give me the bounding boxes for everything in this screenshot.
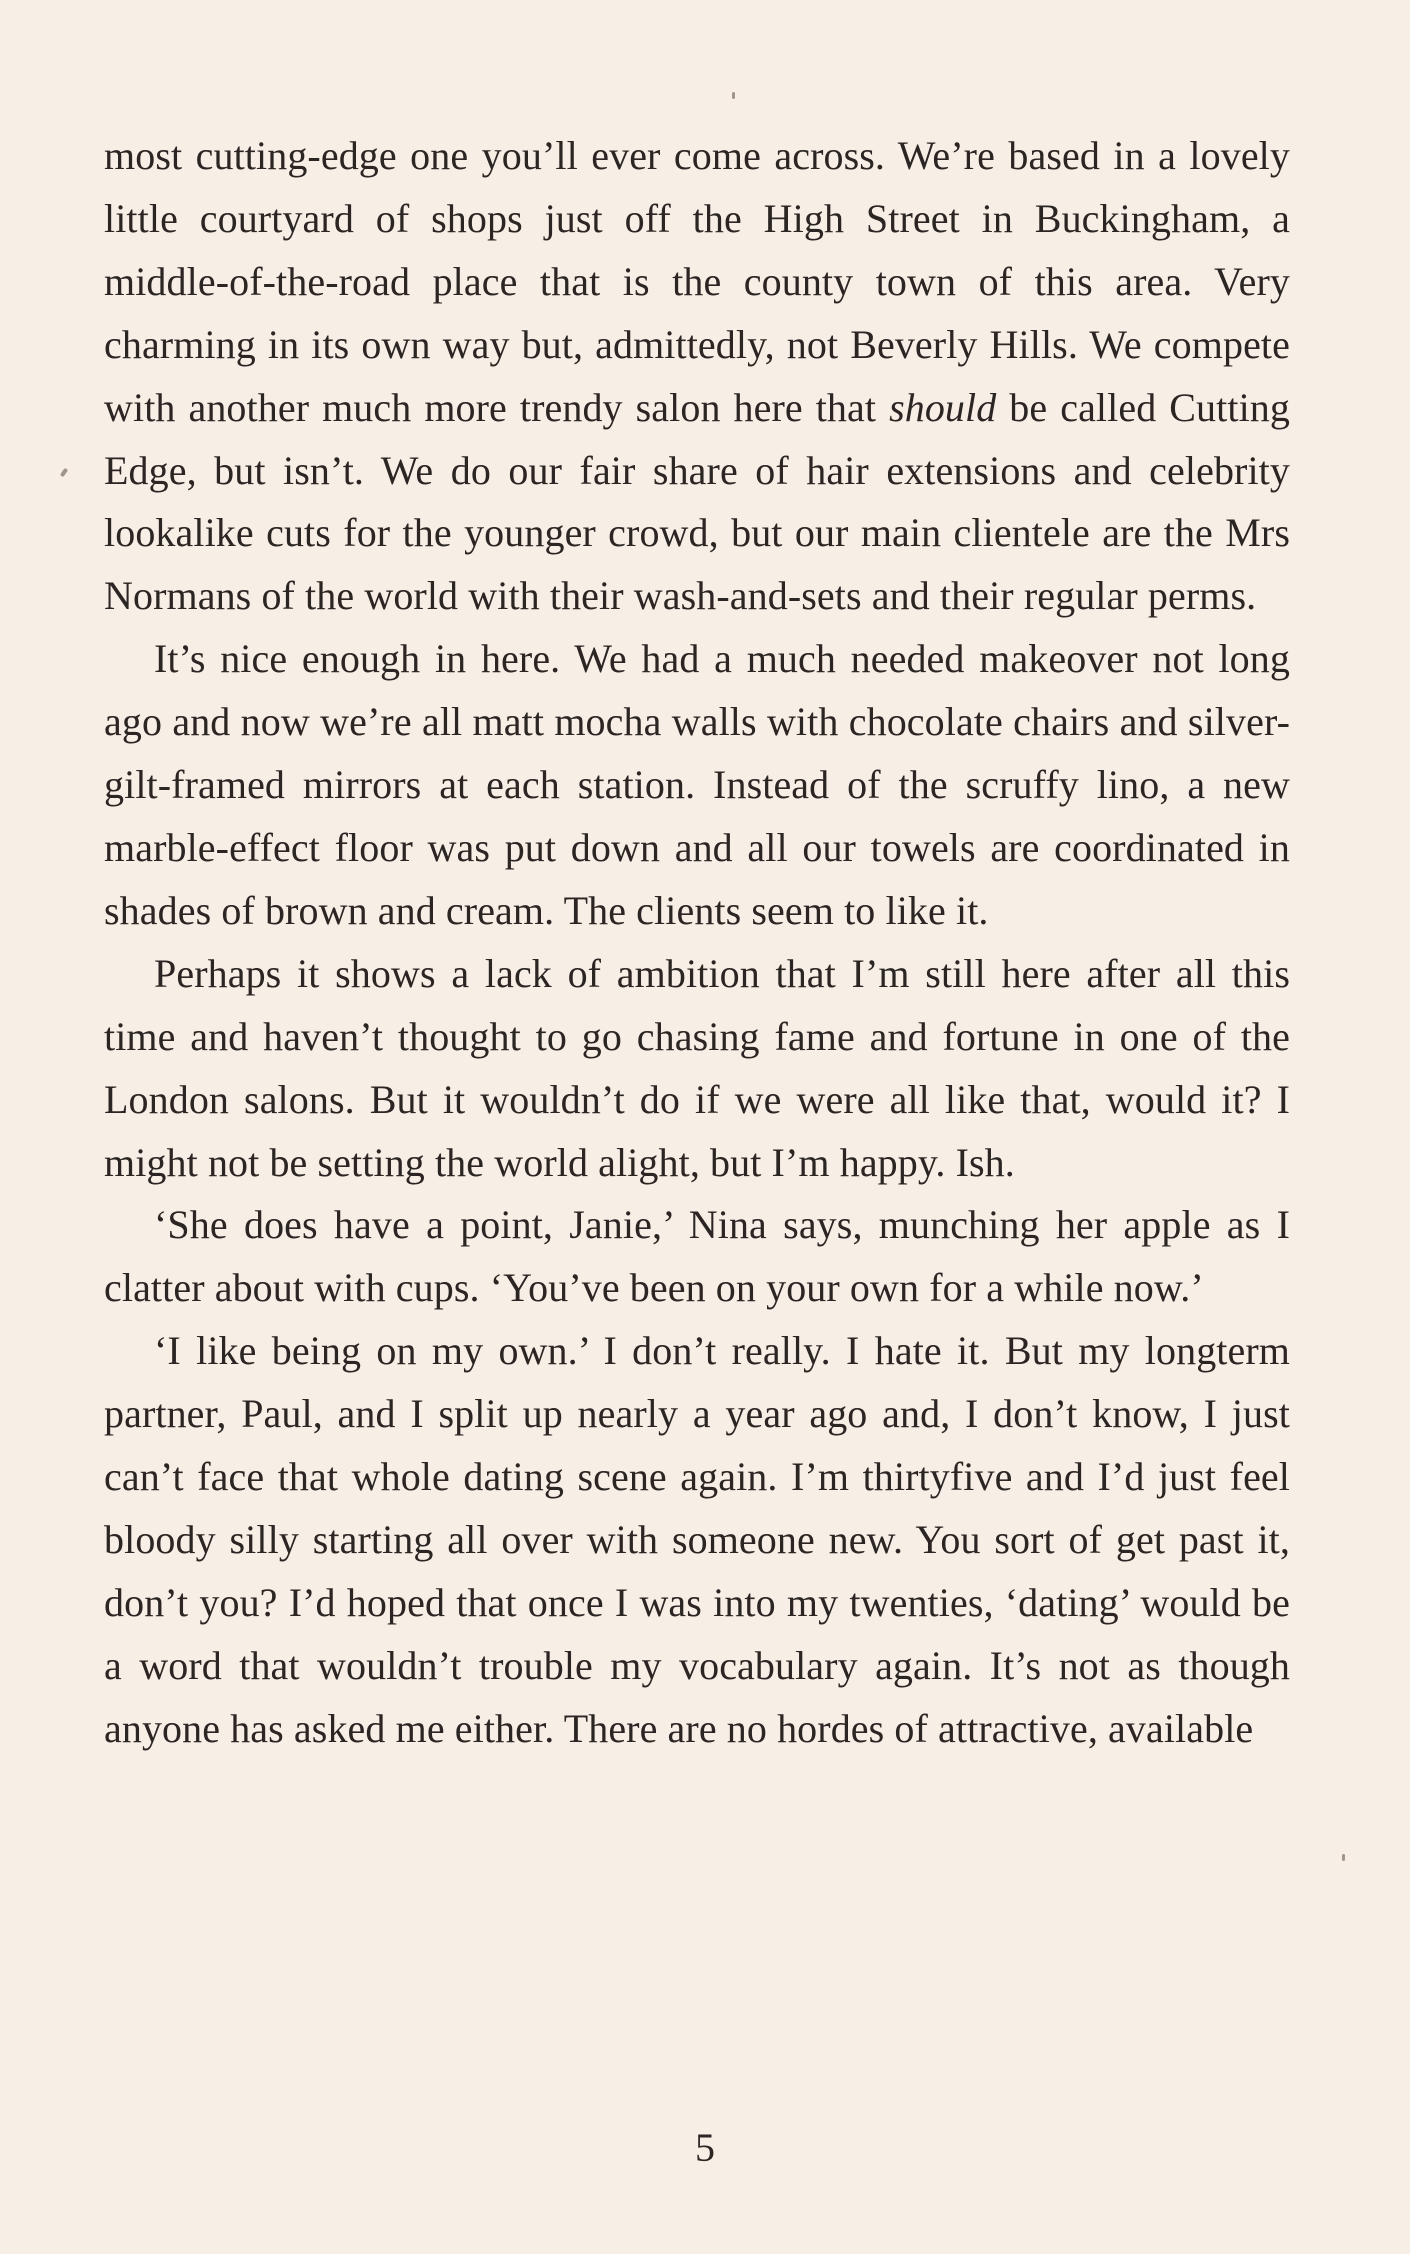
emphasis-text: should — [889, 384, 997, 430]
paragraph: ‘I like being on my own.’ I don’t really. I hate it. But my longterm partner, Paul, and I split up nearly a year ago and, I don’t know, I just can’t face that whole dating scene again. I’m thirtyfive and I’d just feel bloody silly starting all over with someone new. You sort of get past it, don’t you? I’d hoped that once I was into my twenties, ‘dating’ would be a word that wouldn’t trouble my vocabulary again. It’s not as though anyone has asked me either. There are no hordes of attractive, available — [104, 1328, 1290, 1751]
paragraph-text: most cutting-edge one you’ll ever come across. We’re based in a lovely little courtyard of shops just off the High Street in Buckingham, a middle-of-the-road place that is the county town of this area. Very charming in its own way but, admittedly, not Beverly Hills. We compete with another much more trendy salon here that — [104, 133, 1290, 430]
paragraph: ‘She does have a point, Janie,’ Nina says, munching her apple as I clatter about with cups. ‘You’ve been on your own for a while now.’ — [104, 1202, 1290, 1311]
paper-speck — [60, 468, 68, 478]
paragraph-text: be called Cutting Edge, but isn’t. We do our fair share of hair extensions and celebrity lookalike cuts for the younger crowd, but our main clientele are the Mrs Normans of the world with their wash-and-sets and their regular perms. — [104, 384, 1291, 619]
paragraph: It’s nice enough in here. We had a much needed makeover not long ago and now we’re all matt mocha walls with chocolate chairs and silver-gilt-framed mirrors at each station. Instead of the scruffy lino, a new marble-effect floor was put down and all our towels are coordinated in shades of brown and cream. The clients seem to like it. — [104, 636, 1290, 933]
paragraph — [104, 125, 1290, 628]
paper-speck — [1342, 1854, 1345, 1861]
paragraph: Perhaps it shows a lack of ambition that I’m still here after all this time and haven’t thought to go chasing fame and fortune in one of the London salons. But it wouldn’t do if we were all like that, would it? I might not be setting the world alight, but I’m happy. Ish. — [104, 950, 1290, 1185]
paper-speck — [732, 92, 735, 99]
body-text — [104, 125, 1290, 1761]
page-number: 5 — [695, 2125, 715, 2170]
